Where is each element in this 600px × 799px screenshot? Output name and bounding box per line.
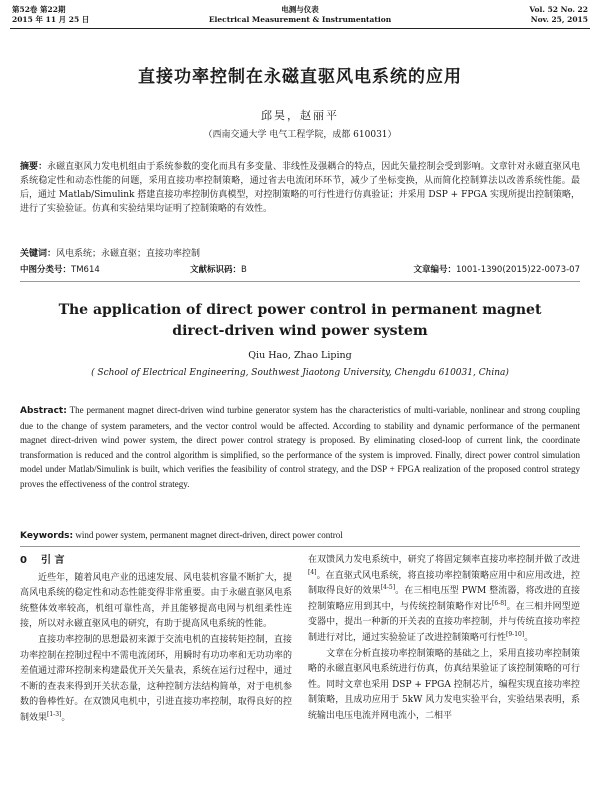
header-rule [10,28,590,29]
abstract-en-text: The permanent magnet direct-driven wind turbine generator system has the characteristics of multi-variable, nonlinear and strong coupling due to the change of system parameters, and the vector control would be affected. According to stability and dynamic performance of the permanent magnet direct-driven wind power system, the direct power control strategy is proposed. By eliminating closed-loop of current link, the coordinate transformation is reduced and the control algorithm is simplified, so the performance of the system is improved. Finally, direct power control simulation model under Matlab/Simulink is built, which verifies the feasibility of control strategy, and the DSP + FPGA realization of the proposed control strategy proves the effectiveness of the control strategy. [20,405,580,489]
keywords-cn-label: 关键词： [20,249,57,259]
body-paragraph: 近些年，随着风电产业的迅速发展、风电装机容量不断扩大，提高风电系统的稳定性和动态性能变得非常重要。由于永磁直驱风电系统整体效率较高，机组可靠性高，并且能够提高电网与机组柔性连接，所以对永磁直驱风电的研究，有助于提高风电系统的性能。 [20,572,292,630]
header-volume-en: Vol. 52 No. 22 Nov. 25, 2015 [529,5,588,24]
article-number: 文章编号：1001-1390(2015)22-0073-07 [413,265,580,275]
keywords-cn-text: 风电系统；永磁直驱；直接功率控制 [56,249,201,259]
abstract-cn [20,160,580,216]
authors-cn: 邱昊，赵丽平 [261,109,339,122]
body-paragraph: 文章在分析直接功率控制策略的基础之上，采用直接功率控制策略的永磁直驱风电系统进行仿真，仿真结果验证了该控制策略的可行性。同时文章也采用 DSP + FPGA 控制芯片，编程实现直接功率控制策略，且成功应用于 5kW 风力发电实验平台，实验结果表明，系统输出电压电流并网电流小，二相平 [308,648,580,721]
body-paragraph: 在双馈风力发电系统中，研究了将固定频率直接功率控制并做了改进[4]。在直驱式风电系统，将直接功率控制策略应用中和应用改进，控制取得良好的效果[4-5]。在三相电压型 PWM 整流器，将改进的直接控制策略应用到其中，与传统控制策略作对比[6-8]。在三相并网型逆变器中，提出一种新的开关表的直接功率控制，并与传统直接功率控制进行对比，通过实验验证了改进控制策略可行性[9-10]。 [308,555,580,643]
abstract-en [20,403,580,492]
abstract-en-label: Abstract: [20,406,67,416]
keywords-en [20,528,580,543]
header-volume: 第52卷 第22期 2015 年 11 月 25 日 [12,5,90,24]
abstract-cn-label: 摘要： [20,162,48,172]
header-journal: 电测与仪表 Electrical Measurement & Instrumentation [208,5,392,24]
abstract-cn-text: 永磁直驱风力发电机组由于系统参数的变化而具有多变量、非线性及强耦合的特点，因此矢量控制会受到影响。文章针对永磁直驱风电系统稳定性和动态性能的问题，采用直接功率控制策略，通过省去电流闭环环节，减少了坐标变换，从而简化控制算法以改善系统性能。最后，通过 Matlab/Simulink 搭建直接功率控制仿真模型，对控制策略的可行性进行仿真验证；并采用 DSP + FPGA 实现所提出控制策略，进行了实验验证。仿真和实验结果均证明了控制策略的有效性。 [20,162,580,214]
meta-rule [20,281,580,282]
keywords-en-text: wind power system, permanent magnet direct-driven, direct power control [73,530,343,540]
abstract-rule [20,546,580,547]
body-right-column [308,553,580,725]
body-left-column [20,553,292,727]
authors-en: Qiu Hao, Zhao Liping [248,350,352,361]
classification-line [20,263,580,275]
title-en: The application of direct power control in permanent magnet direct-driven wind power system [58,302,542,339]
keywords-cn [20,247,580,261]
section-heading: 0 引 言 [20,555,65,566]
keywords-en-label: Keywords: [20,531,74,541]
affiliation-en: ( School of Electrical Engineering, Southwest Jiaotong University, Chengdu 610031, China) [91,368,509,378]
doc-code: 文献标识码：B [190,265,247,275]
body-paragraph: 直接功率控制的思想最初来源于交流电机的直接转矩控制，直接功率控制在控制过程中不需电流闭环，用瞬时有功功率和无功功率的差值通过滞环控制来构建最优开关矢量表，系统在运行过程中，通过不断的查表来得到开关状态量，这种控制方法结构简单，对于电机参数的鲁棒性好。在双馈风电机中，引进直接功率控制，取得良好的控制效果[1-3]。 [20,634,292,723]
clc-code: 中图分类号：TM614 [20,265,100,275]
title-cn: 直接功率控制在永磁直驱风电系统的应用 [138,67,462,87]
affiliation-cn: （西南交通大学 电气工程学院，成都 610031） [203,130,397,140]
